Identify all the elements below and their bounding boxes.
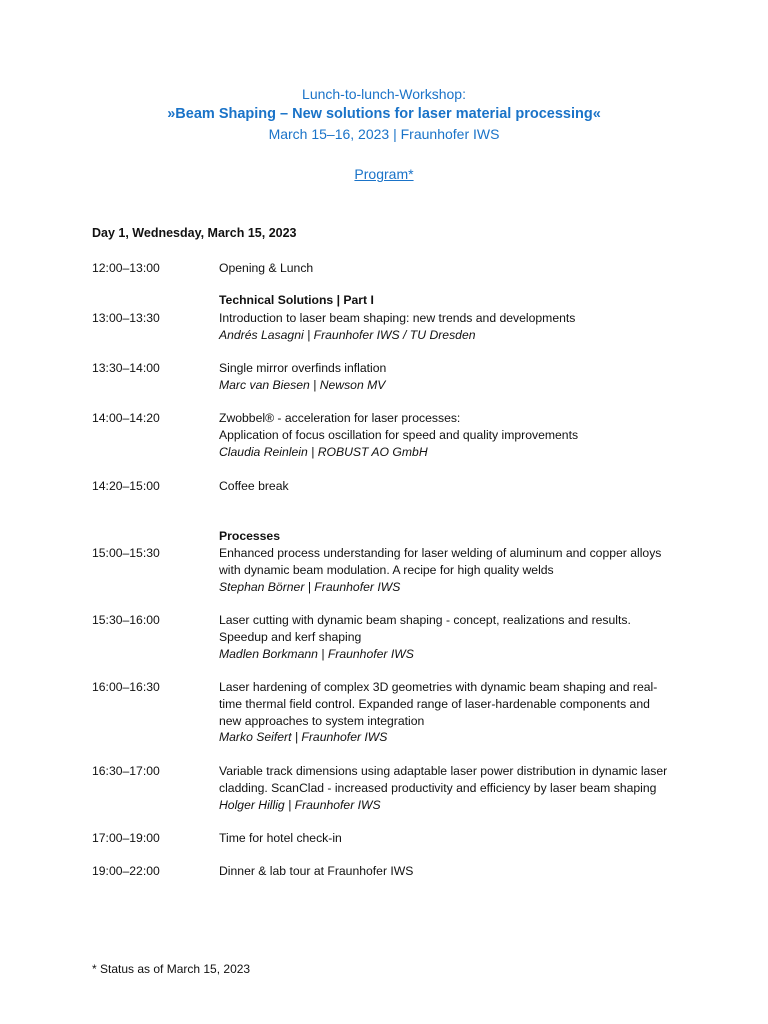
item-title-line: time thermal field control. Expanded range of laser-hardenable components and xyxy=(219,696,650,711)
item-time: 19:00–22:00 xyxy=(92,864,160,878)
item-time: 16:30–17:00 xyxy=(92,764,160,778)
item-time: 16:00–16:30 xyxy=(92,680,160,694)
day-title: Day 1, Wednesday, March 15, 2023 xyxy=(92,226,297,240)
item-time: 17:00–19:00 xyxy=(92,831,160,845)
item-speaker: Andrés Lasagni | Fraunhofer IWS / TU Dresden xyxy=(219,327,476,342)
item-time: 13:30–14:00 xyxy=(92,361,160,375)
item-title-line: Zwobbel® - acceleration for laser processes: xyxy=(219,411,461,425)
item-time: 12:00–13:00 xyxy=(92,261,160,275)
item-speaker: Madlen Borkmann | Fraunhofer IWS xyxy=(219,646,414,661)
program-link[interactable]: Program* xyxy=(354,166,414,182)
item-title-line: Application of focus oscillation for speed and quality improvements xyxy=(219,427,579,442)
item-speaker: Holger Hillig | Fraunhofer IWS xyxy=(219,797,381,812)
item-title-line: cladding. ScanClad - increased productivity and efficiency by laser beam shaping xyxy=(219,780,657,795)
item-title-line: Opening & Lunch xyxy=(219,261,314,275)
item-title-line: Speedup and kerf shaping xyxy=(219,629,362,644)
item-title-line: Introduction to laser beam shaping: new trends and developments xyxy=(219,311,576,325)
workshop-date-location: March 15–16, 2023 | Fraunhofer IWS xyxy=(268,126,500,142)
section-processes: Processes xyxy=(219,529,280,543)
item-title-line: Enhanced process understanding for laser welding of aluminum and copper alloys xyxy=(219,546,662,560)
footnote: * Status as of March 15, 2023 xyxy=(92,962,251,976)
item-title-line: Time for hotel check-in xyxy=(219,831,342,845)
item-title-line: Single mirror overfinds inflation xyxy=(219,361,387,375)
item-time: 15:00–15:30 xyxy=(92,546,160,560)
item-title-line: Coffee break xyxy=(219,479,289,493)
item-speaker: Marc van Biesen | Newson MV xyxy=(219,377,386,392)
item-title-line: Laser cutting with dynamic beam shaping - concept, realizations and results. xyxy=(219,613,631,627)
item-time: 14:20–15:00 xyxy=(92,479,160,493)
workshop-label: Lunch-to-lunch-Workshop: xyxy=(302,86,466,102)
item-title-line: Dinner & lab tour at Fraunhofer IWS xyxy=(219,864,414,878)
section-technical-solutions: Technical Solutions | Part I xyxy=(219,293,374,307)
item-time: 13:00–13:30 xyxy=(92,311,160,325)
item-title-line: Variable track dimensions using adaptable laser power distribution in dynamic laser xyxy=(219,764,668,778)
item-title-line: Laser hardening of complex 3D geometries with dynamic beam shaping and real- xyxy=(219,680,658,694)
item-speaker: Marko Seifert | Fraunhofer IWS xyxy=(219,730,388,745)
item-speaker: Stephan Börner | Fraunhofer IWS xyxy=(219,579,401,594)
workshop-title: »Beam Shaping – New solutions for laser material processing« xyxy=(167,106,601,122)
item-title-line: new approaches to system integration xyxy=(219,713,425,728)
item-time: 15:30–16:00 xyxy=(92,613,160,627)
item-speaker: Claudia Reinlein | ROBUST AO GmbH xyxy=(219,444,428,459)
item-time: 14:00–14:20 xyxy=(92,411,160,425)
item-title-line: with dynamic beam modulation. A recipe for high quality welds xyxy=(219,562,554,577)
